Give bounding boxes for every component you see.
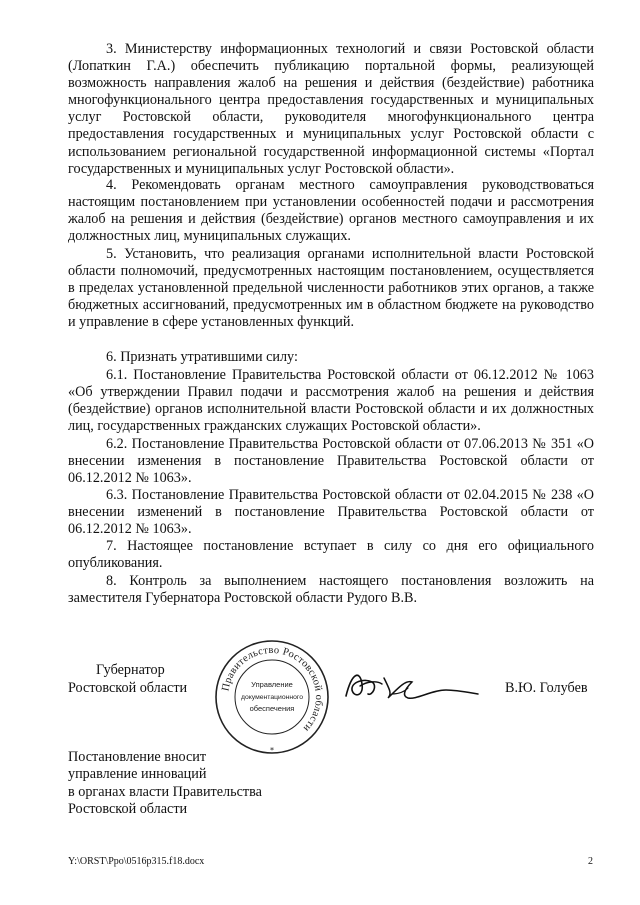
note-line: в органах власти Правительства [68,783,262,800]
paragraph-8: 8. Контроль за выполнением настоящего постановления возложить на заместителя Губернатора Ростовской области Рудого В.В. [68,573,594,607]
svg-text:*: * [270,746,274,755]
page-number: 2 [588,856,593,867]
submission-note [68,749,262,818]
seal-inner-line3: обеспечения [249,704,295,713]
official-seal-stamp [212,637,332,757]
signatory-name: В.Ю. Голубев [505,680,588,696]
paragraph-6-1: 6.1. Постановление Правительства Ростовской области от 06.12.2012 № 1063 «Об утверждении Правил подачи и рассмотрения жалоб на решения и действия (бездействие) органов исполнительной власти Ростовской области и их должностных лиц, государственных гражданских служащих Ростовской области». [68,367,594,435]
paragraph-6: 6. Признать утратившими силу: [106,349,298,365]
seal-inner-line1: Управление [251,680,293,689]
paragraph-6-2: 6.2. Постановление Правительства Ростовской области от 07.06.2013 № 351 «О внесении изменения в постановление Правительства Ростовской области от 06.12.2012 № 1063». [68,436,594,487]
note-line: Постановление вносит [68,749,207,765]
signatory-position [68,661,187,697]
paragraph-3: 3. Министерству информационных технологий и связи Ростовской области (Лопаткин Г.А.) обеспечить публикацию портальной формы, реализующей возможность направления жалоб на решения и действия (бездействие) работника многофункционального центра предоставления государственных и муниципальных услуг Ростовской области, руководителя многофункционального центра предоставления государственных и муниципальных услуг Ростовской области с использованием региональной государственной информационной системы «Портал государственных и муниципальных услуг Ростовской области». [68,41,594,177]
seal-outer-text: Правительство Ростовской области [220,644,325,734]
paragraph-7: 7. Настоящее постановление вступает в силу со дня его официального опубликования. [68,538,594,572]
paragraph-5: 5. Установить, что реализация органами исполнительной власти Ростовской области полномочий, предусмотренных настоящим постановлением, осуществляется в пределах установленной предельной численности работников этих органов, а также бюджетных ассигнований, предусмотренных им в областном бюджете на руководство и управление в сфере установленных функций. [68,246,594,331]
note-line: Ростовской области [68,800,188,817]
signatory-title: Губернатор [96,662,165,678]
handwritten-signature [342,664,482,708]
paragraph-6-3: 6.3. Постановление Правительства Ростовской области от 02.04.2015 № 238 «О внесении изменений в постановление Правительства Ростовской области от 06.12.2012 № 1063». [68,487,594,538]
footer-file-path: Y:\ORST\Ppo\0516p315.f18.docx [68,856,205,867]
paragraph-4: 4. Рекомендовать органам местного самоуправления руководствоваться настоящим постановлением при установлении особенностей подачи и рассмотрения жалоб на решения и действия (бездействие) органов местного самоуправления и их должностных лиц, муниципальных служащих. [68,177,594,245]
note-line: управление инноваций [68,766,207,783]
signatory-region: Ростовской области [68,680,188,696]
seal-inner-line2: документационного [240,694,304,701]
